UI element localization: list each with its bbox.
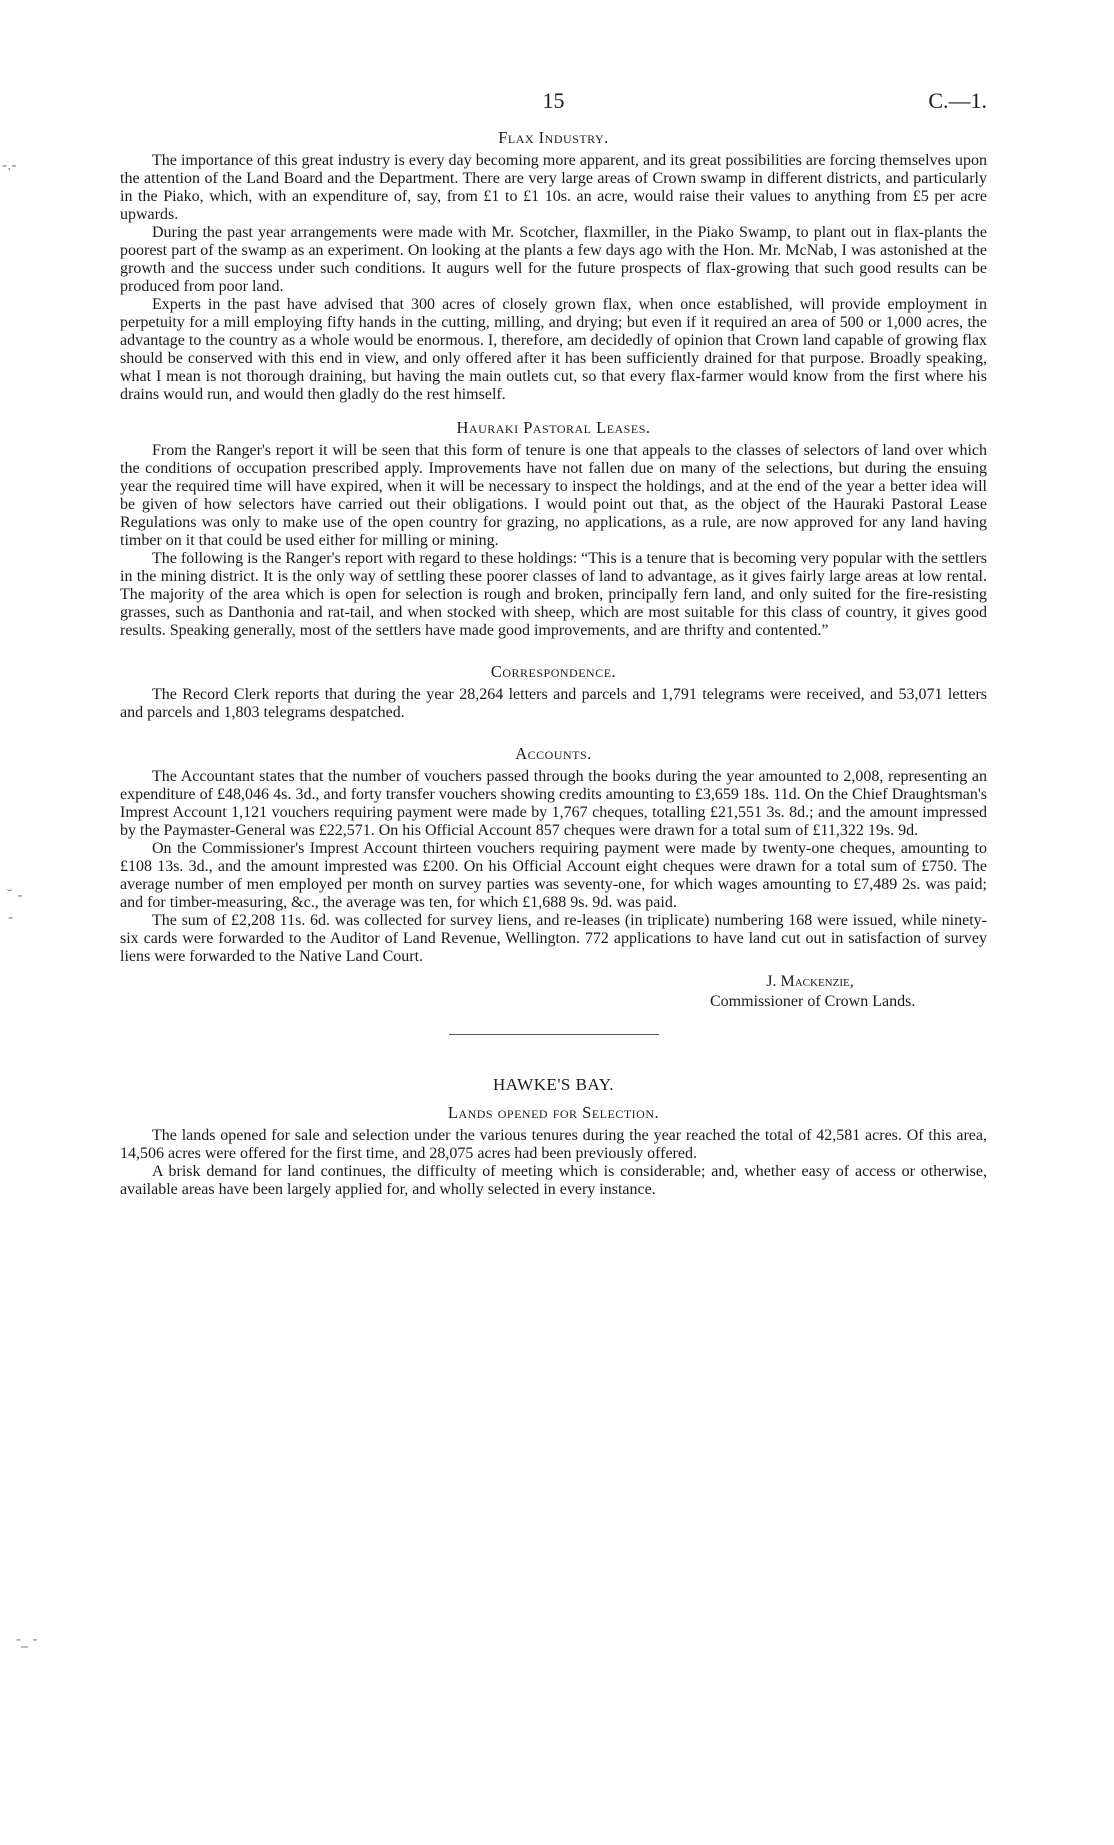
page-header <box>120 88 987 124</box>
section-heading-flax-industry: Flax Industry. <box>498 128 609 147</box>
paragraph: From the Ranger's report it will be seen that this form of tenure is one that appeals to the classes of selectors of land over which the conditions of occupation prescribed apply. Improvements have not fallen due on many of the selections, but during the ensuing year the required time will have expired, when it will be necessary to inspect the holdings, and at the end of the year a better idea will be given of how selectors have carried out their obligations. I would point out that, as the object of the Hauraki Pastoral Lease Regulations was only to make use of the open country for grazing, no applications, as a rule, are now approved for any land having timber on it that could be used either for milling or mining. <box>120 442 987 549</box>
section-heading-correspondence: Correspondence. <box>490 662 617 681</box>
paragraph: The Record Clerk reports that during the year 28,264 letters and parcels and 1,791 telegrams were received, and 53,071 letters and parcels and 1,803 telegrams despatched. <box>120 686 987 721</box>
section-divider <box>449 1034 659 1035</box>
paragraph: The sum of £2,208 11s. 6d. was collected for survey liens, and re-leases (in triplicate) numbering 168 were issued, while ninety-six cards were forwarded to the Auditor of Land Revenue, Wellington. 772 applications to have land cut out in satisfaction of survey liens were forwarded to the Native Land Court. <box>120 912 987 965</box>
paragraph: The lands opened for sale and selection under the various tenures during the year reached the total of 42,581 acres. Of this area, 14,506 acres were offered for the first time, and 28,075 acres had been previously offered. <box>120 1127 987 1162</box>
document-reference: C.—1. <box>928 88 987 113</box>
paragraph: Experts in the past have advised that 300 acres of closely grown flax, when once established, will provide employment in perpetuity for a mill employing fifty hands in the cutting, milling, and drying; but even if it required an area of 500 or 1,000 acres, the advantage to the country as a whole would be enormous. I, therefore, am decidedly of opinion that Crown land capable of growing flax should be conserved with this end in view, and only offered after it has been sufficiently drained for that purpose. Broadly speaking, what I mean is not thorough draining, but having the main outlets cut, so that every flax-farmer would know from the first where his drains would run, and would then gladly do the rest himself. <box>120 296 987 403</box>
region-heading-hawkes-bay: HAWKE'S BAY. <box>492 1075 615 1094</box>
correspondence-section <box>120 662 987 722</box>
margin-mark: - <box>8 910 14 926</box>
flax-industry-section <box>120 128 987 404</box>
paragraph: A brisk demand for land continues, the difficulty of meeting which is considerable; and, whether easy of access or otherwise, available areas have been largely applied for, and wholly selected in every instance. <box>120 1163 987 1198</box>
signature-block <box>710 972 987 1012</box>
paragraph: The Accountant states that the number of vouchers passed through the books during the year amounted to 2,008, representing an expenditure of £48,046 4s. 3d., and forty transfer vouchers showing credits amounting to £3,659 18s. 11d. On the Chief Draughtsman's Imprest Account 1,121 vouchers requiring payment were made by 1,767 cheques, totalling £21,551 3s. 8d.; and the amount impressed by the Paymaster-General was £22,571. On his Official Account 857 cheques were drawn for a total sum of £11,322 19s. 9d. <box>120 768 987 839</box>
paragraph: During the past year arrangements were made with Mr. Scotcher, flaxmiller, in the Piako Swamp, to plant out in flax-plants the poorest part of the swamp as an experiment. On looking at the plants a few days ago with the Hon. Mr. McNab, I was astonished at the growth and the success under such conditions. It augurs well for the future prospects of flax-growing that such good results can be produced from poor land. <box>120 224 987 295</box>
paragraph: The following is the Ranger's report with regard to these holdings: “This is a tenure that is becoming very popular with the settlers in the mining district. It is the only way of settling these poorer classes of land to advantage, as it gives fairly large areas at low rental. The majority of the area which is open for selection is rough and broken, principally fern land, and only suited for the fire-resisting grasses, such as Danthonia and rat-tail, and when stocked with sheep, which are most suitable for this class of country, it gives good results. Speaking generally, most of the settlers have made good improvements, and are thrifty and contented.” <box>120 550 987 639</box>
margin-mark: ˘ - <box>6 888 23 904</box>
document-page <box>120 88 987 1199</box>
section-heading-hauraki-pastoral-leases: Hauraki Pastoral Leases. <box>456 418 651 437</box>
section-heading-accounts: Accounts. <box>515 744 592 763</box>
signatory-title: Commissioner of Crown Lands. <box>710 993 916 1010</box>
accounts-section <box>120 744 987 966</box>
hawkes-bay-section <box>120 1075 987 1199</box>
margin-mark: -.- <box>2 158 17 174</box>
hauraki-pastoral-leases-section <box>120 418 987 640</box>
section-heading-lands-opened: Lands opened for Selection. <box>447 1103 660 1122</box>
paragraph: On the Commissioner's Imprest Account thirteen vouchers requiring payment were made by twenty-one cheques, amounting to £108 13s. 3d., and the amount imprested was £200. On his Official Account eight cheques were drawn for a total sum of £750. The average number of men employed per month on survey parties was seventy-one, for which wages amounting to £7,489 2s. was paid; and for timber-measuring, &c., the average was ten, for which £1,688 9s. 9d. was paid. <box>120 840 987 911</box>
paragraph: The importance of this great industry is every day becoming more apparent, and its great possibilities are forcing themselves upon the attention of the Land Board and the Department. There are very large areas of Crown swamp in different districts, and particularly in the Piako, which, with an expenditure of, say, from £1 to £1 10s. an acre, would raise their values to anything from £5 per acre upwards. <box>120 152 987 223</box>
margin-mark: -_ - <box>16 1632 38 1648</box>
signatory-name: J. Mackenzie, <box>766 973 854 990</box>
page-number: 15 <box>542 88 565 113</box>
